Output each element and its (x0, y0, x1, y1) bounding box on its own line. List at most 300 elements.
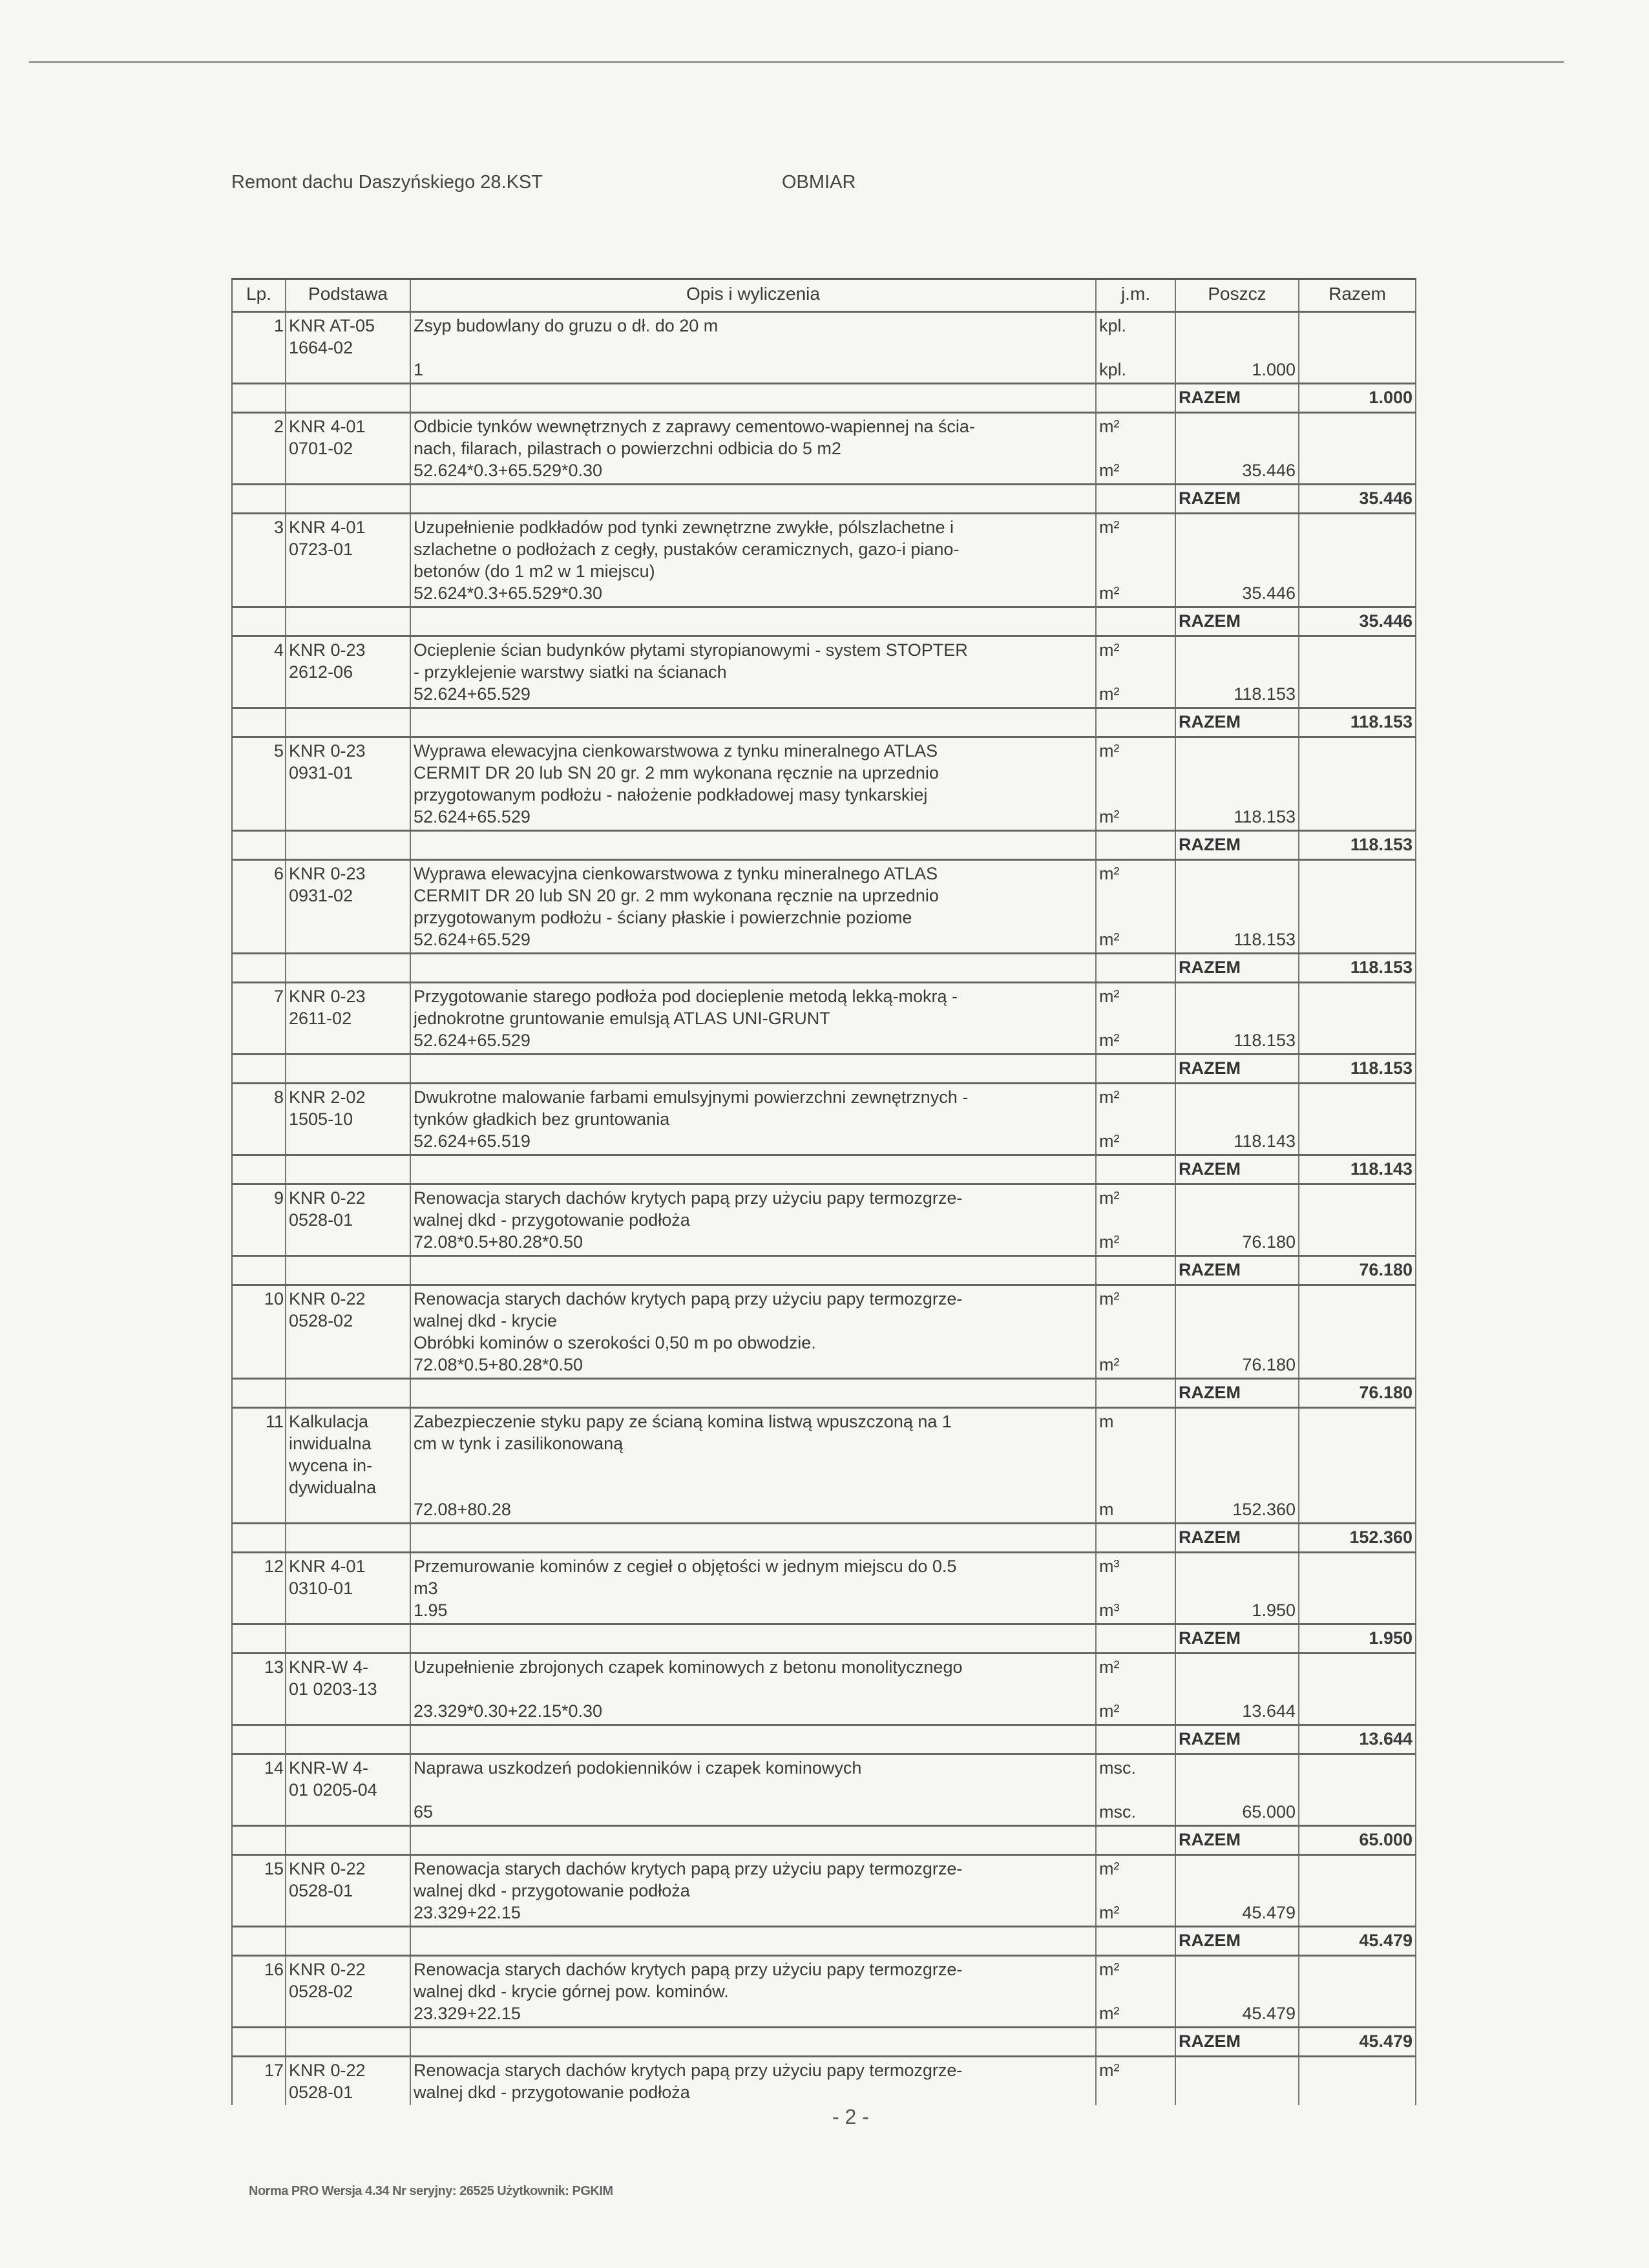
description-line: walnej dkd - przygotowanie podłoża (414, 1210, 690, 1230)
unit-label: kpl. (1099, 316, 1127, 335)
item-basis (286, 738, 411, 830)
item-quantity (1176, 861, 1299, 952)
description-line: CERMIT DR 20 lub SN 20 gr. 2 mm wykonana ręcznie na uprzednio (414, 886, 939, 905)
description-line: CERMIT DR 20 lub SN 20 gr. 2 mm wykonana ręcznie na uprzednio (414, 763, 939, 782)
basis-line: 1505-10 (289, 1109, 353, 1129)
calculation-formula: 52.624+65.529 (414, 807, 530, 826)
basis-line: KNR 4-01 (289, 417, 366, 436)
summary-total: 152.360 (1299, 1524, 1416, 1551)
item-number: 9 (233, 1185, 286, 1255)
table-row (233, 637, 1416, 709)
item-basis (286, 514, 411, 606)
description-line: Wyprawa elewacyjna cienkowarstwowa z tynku mineralnego ATLAS (414, 741, 938, 761)
summary-row (233, 1524, 1416, 1553)
summary-empty-cell (286, 1827, 411, 1854)
item-unit (1097, 861, 1176, 952)
summary-empty-cell (411, 1055, 1097, 1082)
item-number: 10 (233, 1286, 286, 1378)
table-row (233, 1286, 1416, 1380)
column-header-razem: Razem (1299, 280, 1416, 311)
unit-label: m² (1099, 1031, 1120, 1050)
basis-line: inwidualna (289, 1434, 372, 1453)
unit-label: m² (1099, 1903, 1120, 1922)
item-basis (286, 414, 411, 483)
description-line: walnej dkd - krycie (414, 1311, 558, 1330)
item-unit (1097, 1856, 1176, 1926)
table-row (233, 1084, 1416, 1156)
basis-line: 0723-01 (289, 540, 353, 559)
description-line: m3 (414, 1579, 438, 1598)
summary-row (233, 1156, 1416, 1185)
unit-label: m³ (1099, 1601, 1120, 1620)
item-description (411, 1185, 1097, 1255)
summary-empty-cell (411, 954, 1097, 982)
quantity-value: 152.360 (1232, 1500, 1296, 1519)
item-description (411, 2057, 1097, 2105)
summary-empty-cell (1097, 1257, 1176, 1284)
quantity-value: 45.479 (1242, 2004, 1296, 2023)
item-total-empty (1299, 983, 1416, 1053)
calculation-formula: 52.624+65.529 (414, 930, 530, 949)
item-unit (1097, 738, 1176, 830)
basis-line: 2612-06 (289, 662, 353, 682)
item-basis (286, 1084, 411, 1154)
quantity-value: 76.180 (1242, 1355, 1296, 1374)
unit-label: m² (1099, 930, 1120, 949)
item-basis (286, 1755, 411, 1825)
basis-line: wycena in- (289, 1456, 373, 1475)
summary-row (233, 1055, 1416, 1084)
basis-line: KNR 4-01 (289, 1557, 366, 1576)
summary-empty-cell (1097, 1927, 1176, 1955)
item-unit (1097, 1409, 1176, 1522)
basis-line: Kalkulacja (289, 1412, 369, 1431)
summary-row (233, 608, 1416, 637)
item-description (411, 1084, 1097, 1154)
table-row (233, 414, 1416, 485)
table-row (233, 313, 1416, 384)
basis-line: 01 0205-04 (289, 1780, 377, 1800)
item-number: 6 (233, 861, 286, 952)
calculation-formula: 72.08+80.28 (414, 1500, 511, 1519)
quantity-value: 118.153 (1234, 930, 1296, 949)
blank-line (414, 1678, 1093, 1700)
quantity-value: 65.000 (1242, 1802, 1296, 1822)
summary-label: RAZEM (1176, 832, 1299, 859)
item-number: 4 (233, 637, 286, 707)
item-number: 7 (233, 983, 286, 1053)
basis-line: KNR 0-22 (289, 1289, 366, 1308)
item-quantity (1176, 1553, 1299, 1623)
item-number: 17 (233, 2057, 286, 2105)
summary-empty-cell (411, 1726, 1097, 1753)
summary-label: RAZEM (1176, 485, 1299, 512)
summary-empty-cell (233, 954, 286, 982)
item-total-empty (1299, 1286, 1416, 1378)
item-total-empty (1299, 1654, 1416, 1724)
item-basis (286, 1856, 411, 1926)
unit-label: m² (1099, 640, 1120, 660)
item-basis (286, 637, 411, 707)
basis-line: KNR 0-23 (289, 864, 366, 883)
item-quantity (1176, 1084, 1299, 1154)
summary-label: RAZEM (1176, 608, 1299, 635)
summary-empty-cell (233, 1257, 286, 1284)
summary-label: RAZEM (1176, 1524, 1299, 1551)
summary-total: 118.153 (1299, 832, 1416, 859)
unit-label: m² (1099, 1701, 1120, 1721)
basis-line: 0528-01 (289, 1881, 353, 1900)
basis-line: KNR AT-05 (289, 316, 375, 335)
unit-label: m² (1099, 741, 1120, 761)
item-basis (286, 1185, 411, 1255)
item-description (411, 861, 1097, 952)
summary-row (233, 1625, 1416, 1654)
item-quantity (1176, 414, 1299, 483)
summary-total: 45.479 (1299, 2028, 1416, 2055)
item-quantity (1176, 1185, 1299, 1255)
table-row (233, 1553, 1416, 1625)
summary-empty-cell (1097, 608, 1176, 635)
table-row (233, 1654, 1416, 1726)
summary-empty-cell (1097, 832, 1176, 859)
summary-empty-cell (286, 1156, 411, 1183)
description-line: jednokrotne gruntowanie emulsją ATLAS UNI-GRUNT (414, 1009, 830, 1028)
summary-empty-cell (233, 1726, 286, 1753)
summary-empty-cell (411, 1524, 1097, 1551)
basis-line: 0701-02 (289, 439, 353, 458)
unit-label: m² (1099, 684, 1120, 704)
calculation-formula: 72.08*0.5+80.28*0.50 (414, 1232, 583, 1252)
summary-total: 1.000 (1299, 384, 1416, 412)
table-row (233, 1185, 1416, 1257)
item-total-empty (1299, 2057, 1416, 2105)
summary-empty-cell (233, 485, 286, 512)
calculation-formula: 23.329*0.30+22.15*0.30 (414, 1701, 603, 1721)
calculation-formula: 23.329+22.15 (414, 1903, 521, 1922)
summary-empty-cell (1097, 1055, 1176, 1082)
calculation-formula: 1 (414, 360, 424, 379)
unit-label: m² (1099, 417, 1120, 436)
blank-line (414, 1779, 1093, 1801)
item-unit (1097, 1286, 1176, 1378)
summary-total: 1.950 (1299, 1625, 1416, 1652)
unit-label: m² (1099, 1859, 1120, 1878)
description-line: Uzupełnienie podkładów pod tynki zewnętrzne zwykłe, pólszlachetne i (414, 518, 954, 537)
unit-label: m² (1099, 2004, 1120, 2023)
item-number: 3 (233, 514, 286, 606)
item-quantity (1176, 637, 1299, 707)
summary-total: 76.180 (1299, 1380, 1416, 1407)
description-line: Renowacja starych dachów krytych papą przy użyciu papy termozgrze- (414, 2061, 963, 2080)
summary-empty-cell (286, 1380, 411, 1407)
summary-label: RAZEM (1176, 954, 1299, 982)
unit-label: m² (1099, 1657, 1120, 1677)
summary-empty-cell (411, 832, 1097, 859)
unit-label: m² (1099, 987, 1120, 1006)
summary-row (233, 709, 1416, 738)
summary-empty-cell (411, 1625, 1097, 1652)
item-unit (1097, 1957, 1176, 2026)
summary-empty-cell (411, 1380, 1097, 1407)
description-line: - przyklejenie warstwy siatki na ścianach (414, 662, 727, 682)
summary-empty-cell (1097, 1524, 1176, 1551)
item-description (411, 1957, 1097, 2026)
calculation-formula: 52.624*0.3+65.529*0.30 (414, 583, 603, 603)
basis-line: KNR 0-22 (289, 1859, 366, 1878)
quantity-value: 118.153 (1234, 684, 1296, 704)
summary-empty-cell (1097, 384, 1176, 412)
summary-empty-cell (233, 1625, 286, 1652)
item-total-empty (1299, 1185, 1416, 1255)
description-line: walnej dkd - krycie górnej pow. kominów. (414, 1982, 729, 2001)
summary-empty-cell (233, 832, 286, 859)
item-number: 11 (233, 1409, 286, 1522)
calculation-formula: 52.624*0.3+65.529*0.30 (414, 461, 603, 480)
quantity-value: 76.180 (1242, 1232, 1296, 1252)
summary-empty-cell (233, 1055, 286, 1082)
table-row (233, 983, 1416, 1055)
summary-row (233, 1257, 1416, 1286)
column-header-poszcz: Poszcz (1176, 280, 1299, 311)
item-description (411, 1856, 1097, 1926)
document-title: Remont dachu Daszyńskiego 28.KST (231, 172, 543, 193)
quantity-value: 118.153 (1234, 1031, 1296, 1050)
item-description (411, 1286, 1097, 1378)
summary-label: RAZEM (1176, 1927, 1299, 1955)
summary-row (233, 832, 1416, 861)
item-description (411, 738, 1097, 830)
calculation-formula: 1.95 (414, 1601, 448, 1620)
item-quantity (1176, 1957, 1299, 2026)
item-quantity (1176, 1654, 1299, 1724)
summary-empty-cell (411, 1156, 1097, 1183)
basis-line: KNR 2-02 (289, 1087, 366, 1107)
summary-empty-cell (233, 384, 286, 412)
summary-label: RAZEM (1176, 1257, 1299, 1284)
item-number: 16 (233, 1957, 286, 2026)
summary-empty-cell (286, 1625, 411, 1652)
basis-line: 0931-01 (289, 763, 353, 782)
description-line: Przemurowanie kominów z cegieł o objętości w jednym miejscu do 0.5 (414, 1557, 957, 1576)
description-line: Renowacja starych dachów krytych papą przy użyciu papy termozgrze- (414, 1960, 963, 1979)
item-quantity (1176, 313, 1299, 383)
summary-empty-cell (233, 1380, 286, 1407)
description-line: Ocieplenie ścian budynków płytami styropianowymi - system STOPTER (414, 640, 968, 660)
item-unit (1097, 313, 1176, 383)
summary-label: RAZEM (1176, 1156, 1299, 1183)
summary-empty-cell (1097, 1726, 1176, 1753)
item-description (411, 1755, 1097, 1825)
item-basis (286, 983, 411, 1053)
item-total-empty (1299, 1856, 1416, 1926)
basis-line: KNR 0-23 (289, 640, 366, 660)
item-number: 8 (233, 1084, 286, 1154)
description-line: nach, filarach, pilastrach o powierzchni odbicia do 5 m2 (414, 439, 841, 458)
unit-label: m² (1099, 518, 1120, 537)
item-unit (1097, 1553, 1176, 1623)
calculation-formula: 72.08*0.5+80.28*0.50 (414, 1355, 583, 1374)
item-unit (1097, 637, 1176, 707)
basis-line: KNR-W 4- (289, 1657, 368, 1677)
summary-empty-cell (233, 709, 286, 736)
summary-empty-cell (1097, 485, 1176, 512)
quantity-value: 1.000 (1252, 360, 1296, 379)
item-description (411, 1409, 1097, 1522)
item-total-empty (1299, 1409, 1416, 1522)
unit-label: m² (1099, 1188, 1120, 1208)
unit-label: m² (1099, 583, 1120, 603)
item-basis (286, 1553, 411, 1623)
quantity-value: 35.446 (1242, 461, 1296, 480)
summary-label: RAZEM (1176, 1625, 1299, 1652)
unit-label: msc. (1099, 1802, 1136, 1822)
summary-empty-cell (411, 485, 1097, 512)
unit-label: m² (1099, 1960, 1120, 1979)
unit-label: m² (1099, 864, 1120, 883)
item-total-empty (1299, 1755, 1416, 1825)
summary-empty-cell (233, 1524, 286, 1551)
summary-row (233, 1726, 1416, 1755)
item-total-empty (1299, 1084, 1416, 1154)
unit-label: m² (1099, 1087, 1120, 1107)
summary-empty-cell (1097, 709, 1176, 736)
description-line: Dwukrotne malowanie farbami emulsyjnymi powierzchni zewnętrznych - (414, 1087, 969, 1107)
scan-top-rule (29, 61, 1564, 63)
summary-row (233, 954, 1416, 983)
description-line: Zabezpieczenie styku papy ze ścianą komina listwą wpuszczoną na 1 (414, 1412, 952, 1431)
item-description (411, 637, 1097, 707)
description-line: Naprawa uszkodzeń podokienników i czapek kominowych (414, 1758, 862, 1778)
item-description (411, 514, 1097, 606)
summary-empty-cell (286, 1726, 411, 1753)
item-unit (1097, 1084, 1176, 1154)
basis-line: 0528-02 (289, 1311, 353, 1330)
summary-label: RAZEM (1176, 709, 1299, 736)
item-description (411, 1654, 1097, 1724)
description-line: przygotowanym podłożu - nałożenie podkładowej masy tynkarskiej (414, 785, 928, 804)
summary-empty-cell (286, 485, 411, 512)
item-total-empty (1299, 313, 1416, 383)
item-description (411, 983, 1097, 1053)
basis-line: 0528-02 (289, 1982, 353, 2001)
item-number: 12 (233, 1553, 286, 1623)
summary-empty-cell (286, 1927, 411, 1955)
page-number: - 2 - (832, 2105, 869, 2128)
item-quantity (1176, 983, 1299, 1053)
description-line: walnej dkd - przygotowanie podłoża (414, 2083, 690, 2102)
calculation-formula: 52.624+65.519 (414, 1131, 530, 1151)
calculation-formula: 52.624+65.529 (414, 1031, 530, 1050)
summary-empty-cell (411, 608, 1097, 635)
summary-label: RAZEM (1176, 1055, 1299, 1082)
unit-label: m² (1099, 2061, 1120, 2080)
item-quantity (1176, 1286, 1299, 1378)
basis-line: KNR 4-01 (289, 518, 366, 537)
summary-empty-cell (286, 1257, 411, 1284)
table-row (233, 1856, 1416, 1927)
quantity-value: 118.153 (1234, 807, 1296, 826)
summary-label: RAZEM (1176, 2028, 1299, 2055)
basis-line: KNR 0-22 (289, 1960, 366, 1979)
summary-total: 13.644 (1299, 1726, 1416, 1753)
blank-line (414, 1454, 1093, 1476)
basis-line: dywidualna (289, 1478, 377, 1497)
item-total-empty (1299, 637, 1416, 707)
summary-empty-cell (1097, 954, 1176, 982)
description-line: szlachetne o podłożach z cegły, pustaków ceramicznych, gazo-i piano- (414, 540, 960, 559)
summary-empty-cell (286, 954, 411, 982)
description-line: Przygotowanie starego podłoża pod docieplenie metodą lekką-mokrą - (414, 987, 958, 1006)
item-number: 5 (233, 738, 286, 830)
basis-line: 01 0203-13 (289, 1679, 377, 1699)
description-line: Wyprawa elewacyjna cienkowarstwowa z tynku mineralnego ATLAS (414, 864, 938, 883)
measurement-table (231, 278, 1416, 2105)
item-unit (1097, 2057, 1176, 2105)
item-number: 1 (233, 313, 286, 383)
summary-empty-cell (286, 709, 411, 736)
column-header-lp: Lp. (233, 280, 286, 311)
item-unit (1097, 1185, 1176, 1255)
calculation-formula: 52.624+65.529 (414, 684, 530, 704)
summary-total: 118.153 (1299, 954, 1416, 982)
item-number: 13 (233, 1654, 286, 1724)
item-basis (286, 313, 411, 383)
summary-empty-cell (411, 1257, 1097, 1284)
unit-label: m² (1099, 1289, 1120, 1308)
summary-total: 35.446 (1299, 608, 1416, 635)
summary-row (233, 1380, 1416, 1409)
unit-label: kpl. (1099, 360, 1127, 379)
quantity-value: 35.446 (1242, 583, 1296, 603)
summary-empty-cell (411, 1927, 1097, 1955)
summary-empty-cell (1097, 1625, 1176, 1652)
summary-label: RAZEM (1176, 1827, 1299, 1854)
item-basis (286, 861, 411, 952)
basis-line: 0931-02 (289, 886, 353, 905)
item-total-empty (1299, 414, 1416, 483)
item-number: 15 (233, 1856, 286, 1926)
summary-empty-cell (233, 1927, 286, 1955)
description-line: Renowacja starych dachów krytych papą przy użyciu papy termozgrze- (414, 1188, 963, 1208)
item-description (411, 414, 1097, 483)
table-header-row (233, 280, 1416, 313)
table-row (233, 1755, 1416, 1827)
quantity-value: 13.644 (1242, 1701, 1296, 1721)
unit-label: m² (1099, 807, 1120, 826)
table-row (233, 738, 1416, 832)
summary-row (233, 384, 1416, 414)
description-line: Zsyp budowlany do gruzu o dł. do 20 m (414, 316, 719, 335)
basis-line: KNR 0-22 (289, 1188, 366, 1208)
description-line: Odbicie tynków wewnętrznych z zaprawy cementowo-wapiennej na ścia- (414, 417, 975, 436)
item-basis (286, 2057, 411, 2105)
summary-empty-cell (411, 709, 1097, 736)
basis-line: 1664-02 (289, 338, 353, 357)
table-row (233, 1957, 1416, 2028)
blank-line (414, 337, 1093, 359)
summary-empty-cell (233, 1156, 286, 1183)
summary-empty-cell (1097, 1156, 1176, 1183)
summary-row (233, 1827, 1416, 1856)
description-line: Renowacja starych dachów krytych papą przy użyciu papy termozgrze- (414, 1859, 963, 1878)
summary-label: RAZEM (1176, 1380, 1299, 1407)
column-header-opis: Opis i wyliczenia (411, 280, 1097, 311)
item-description (411, 1553, 1097, 1623)
unit-label: m² (1099, 1131, 1120, 1151)
unit-label: m³ (1099, 1557, 1120, 1576)
quantity-value: 1.950 (1252, 1601, 1296, 1620)
